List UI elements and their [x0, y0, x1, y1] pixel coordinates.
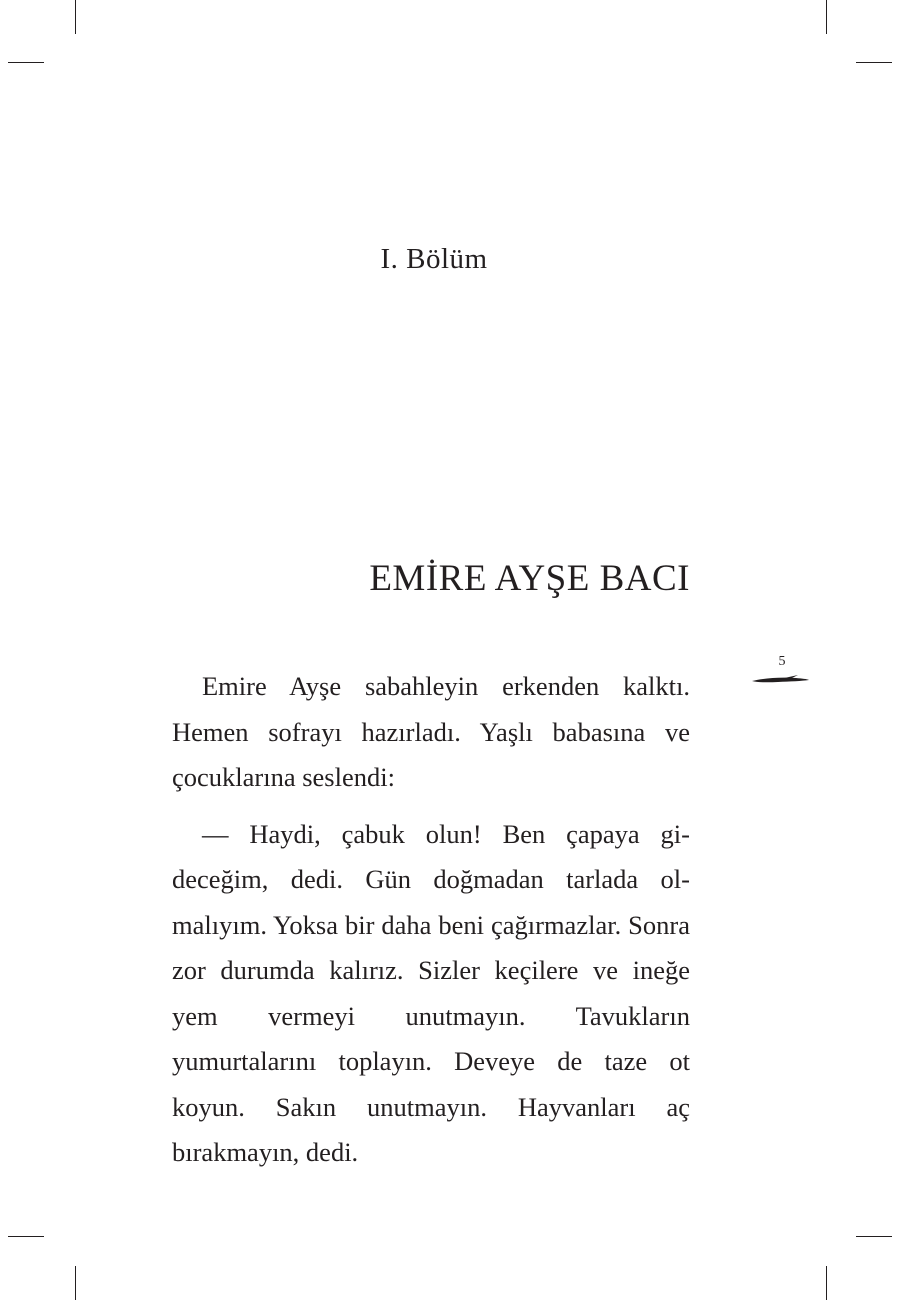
part-heading: I. Bölüm [380, 243, 488, 275]
crop-mark-bottom-left-horizontal [8, 1236, 44, 1237]
body-text [172, 664, 690, 1176]
chapter-title: EMİRE AYŞE BACI [369, 558, 690, 599]
page-number-swash-icon [750, 673, 810, 685]
paragraph: — Haydi, çabuk olun! Ben çapaya gideceğim, dedi. Gün doğmadan tarlada olmalıyım. Yoksa bir daha beni çağırmazlar. Sonra zor durumda kalırız. Sizler keçilere ve ineğe yem vermeyi unutmayın. Tavukların yumurtalarını toplayın. Deveye de taze ot koyun. Sakın unutmayın. Hayvanları aç bırakmayın, dedi. [172, 818, 690, 1167]
crop-mark-top-left-vertical [75, 0, 76, 34]
paragraph: Emire Ayşe sabahleyin erkenden kalktı. Hemen sofrayı hazırladı. Yaşlı babasına ve çocuklarına seslendi: [172, 671, 690, 792]
crop-mark-bottom-left-vertical [75, 1266, 76, 1300]
crop-mark-top-right-vertical [826, 0, 827, 34]
crop-mark-top-left-horizontal [8, 62, 44, 63]
crop-mark-bottom-right-vertical [826, 1266, 827, 1300]
crop-mark-bottom-right-horizontal [856, 1236, 892, 1237]
page-number: 5 [778, 654, 786, 669]
crop-mark-top-right-horizontal [856, 62, 892, 63]
